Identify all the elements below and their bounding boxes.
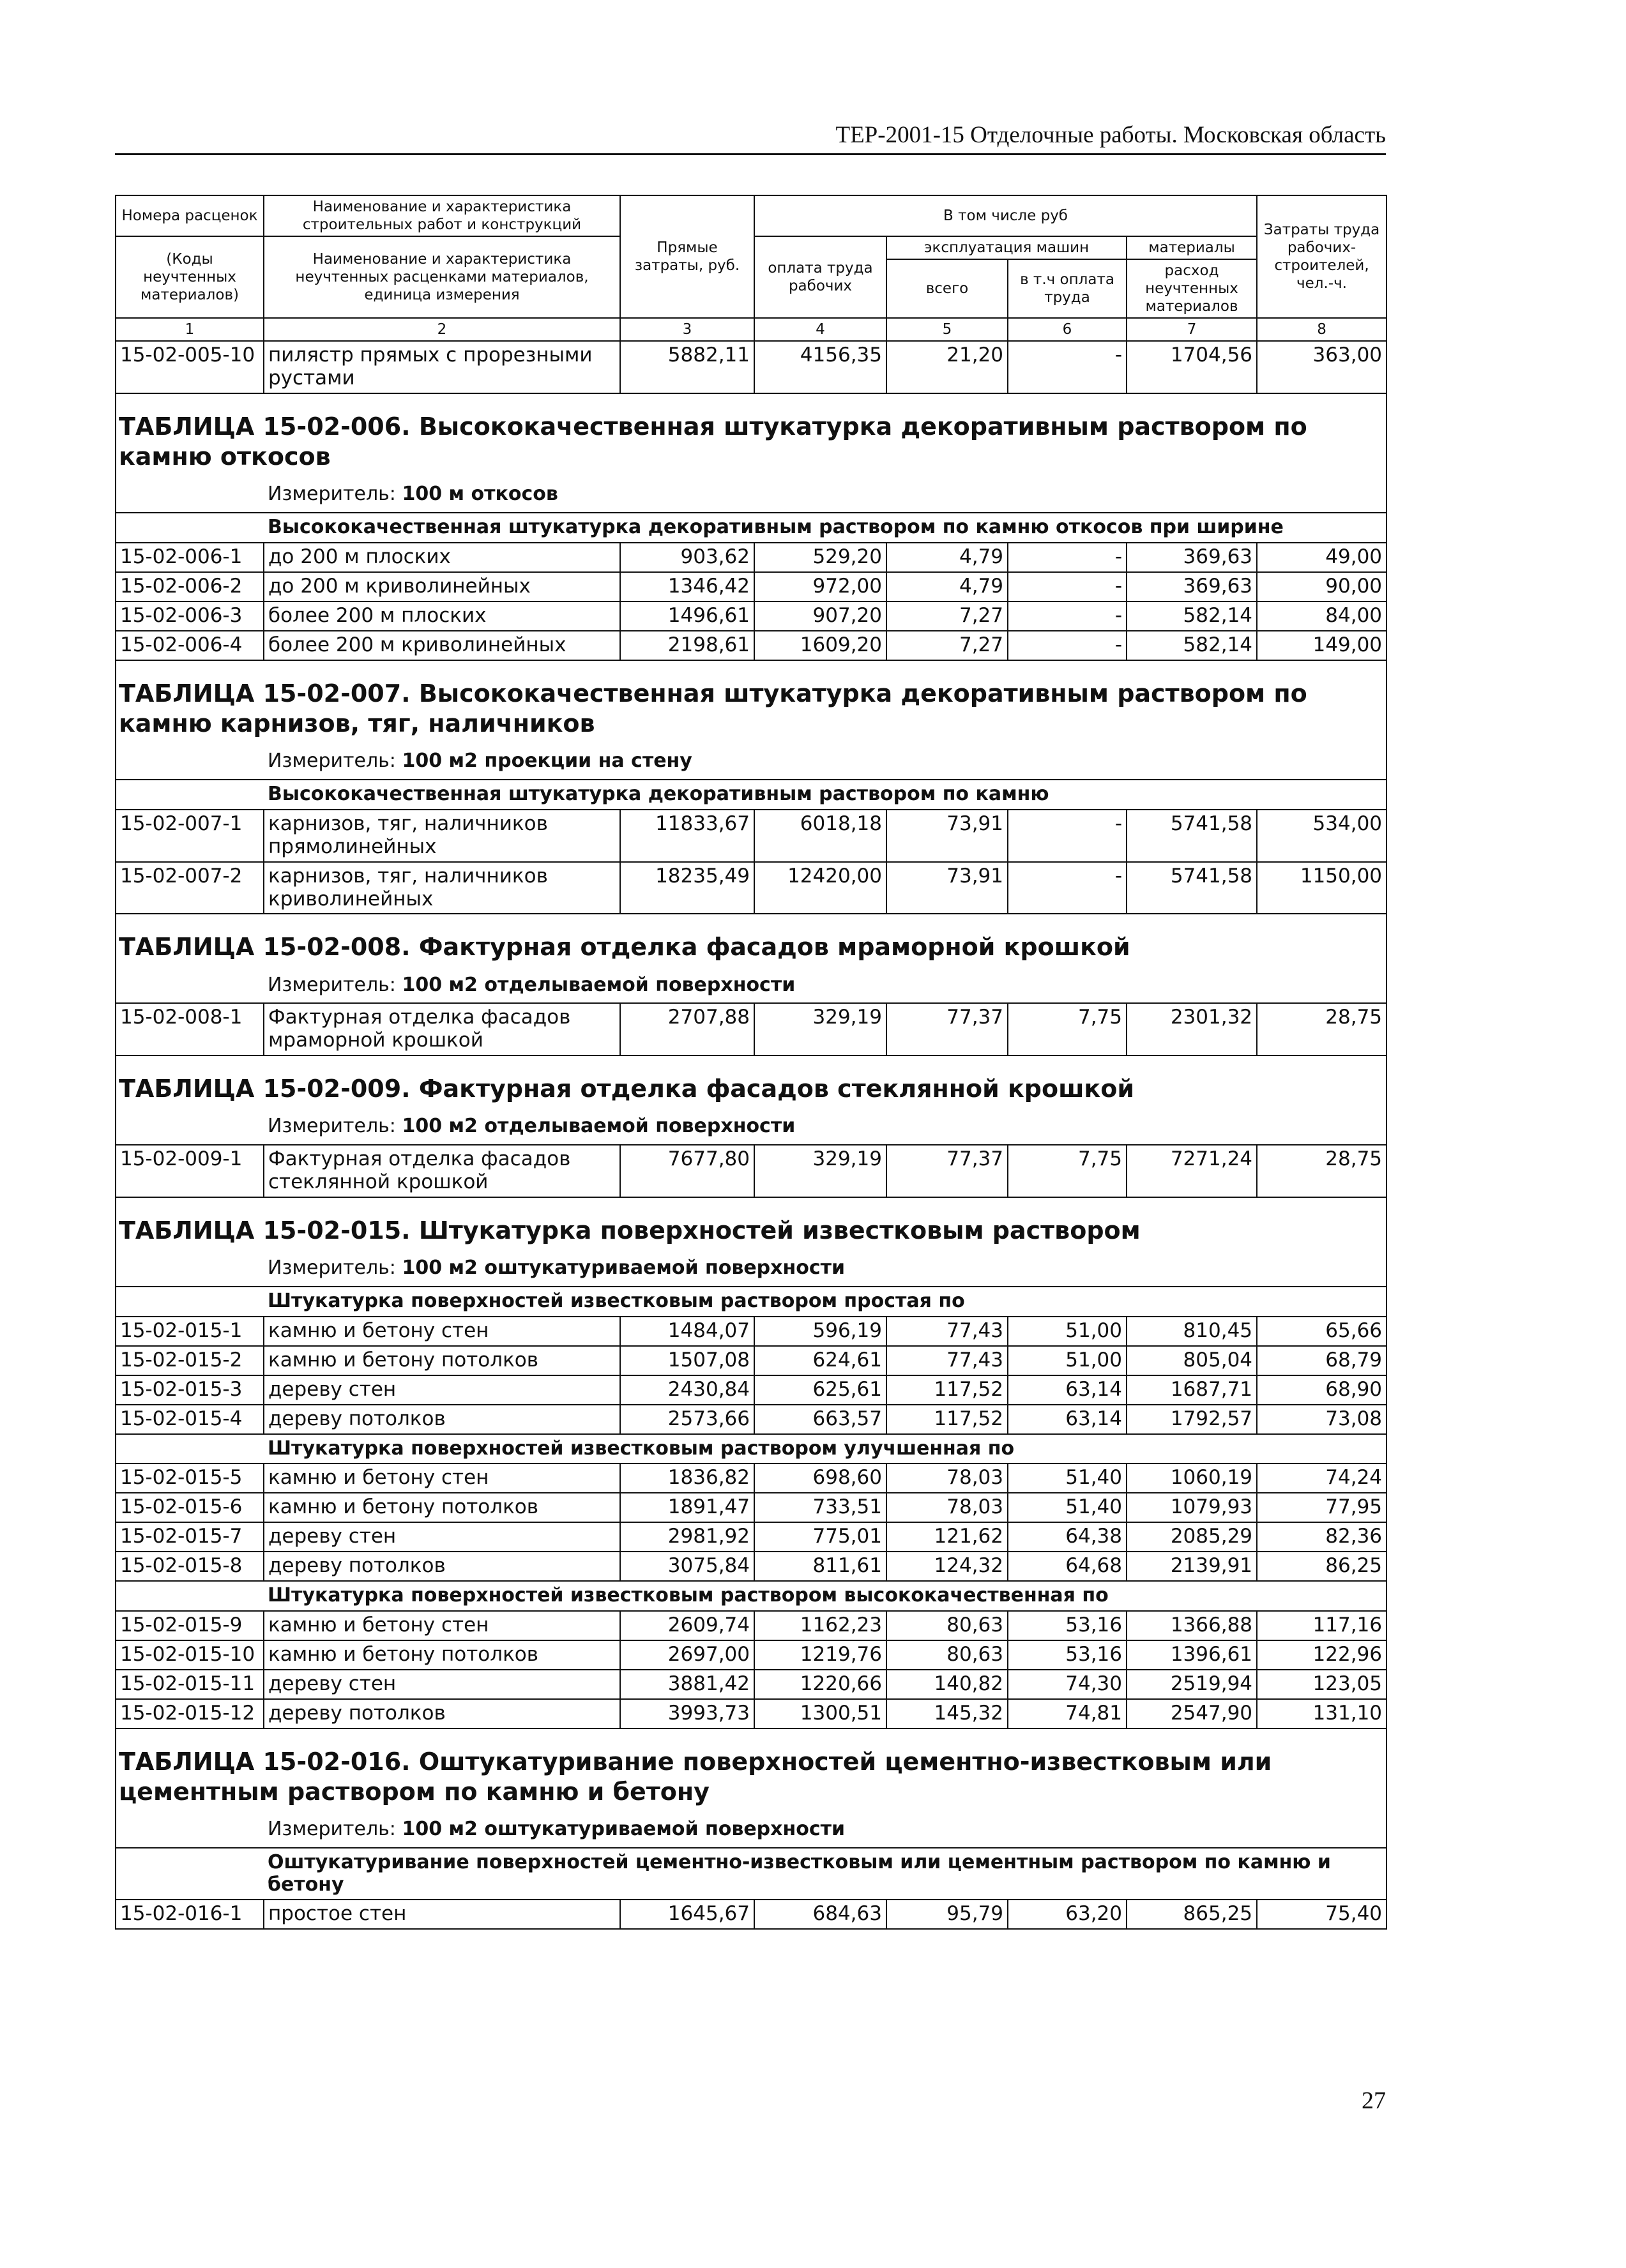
cell-code: 15-02-008-1 bbox=[116, 1003, 264, 1055]
cell-wage: 329,19 bbox=[754, 1145, 886, 1197]
measure-label: Измеритель: bbox=[268, 973, 402, 996]
cell-direct: 2573,66 bbox=[620, 1405, 754, 1434]
cell-mach: 121,62 bbox=[886, 1522, 1008, 1552]
header-unaccounted: расход неучтенных материалов bbox=[1127, 259, 1257, 318]
cell-name: дереву потолков bbox=[264, 1699, 620, 1728]
section-title: ТАБЛИЦА 15-02-008. Фактурная отделка фасадов мраморной крошкой bbox=[116, 914, 1387, 966]
cell-wage: 329,19 bbox=[754, 1003, 886, 1055]
cell-materials: 1704,56 bbox=[1127, 341, 1257, 393]
section-title: ТАБЛИЦА 15-02-016. Оштукатуривание поверхностей цементно-известковым или цементным раствором по камню и бетону bbox=[116, 1728, 1387, 1811]
cell-direct: 7677,80 bbox=[620, 1145, 754, 1197]
section-title: ТАБЛИЦА 15-02-007. Высококачественная штукатурка декоративным раствором по камню карнизов, тяг, наличников bbox=[116, 660, 1387, 743]
cell-name: камню и бетону потолков bbox=[264, 1493, 620, 1522]
cell-materials: 582,14 bbox=[1127, 601, 1257, 631]
cell-materials: 805,04 bbox=[1127, 1346, 1257, 1375]
subheader-row bbox=[116, 1848, 1387, 1900]
cell-code: 15-02-015-4 bbox=[116, 1405, 264, 1434]
cell-name: дереву стен bbox=[264, 1522, 620, 1552]
cell-labor: 122,96 bbox=[1257, 1640, 1387, 1670]
page-number: 27 bbox=[1362, 2087, 1386, 2114]
cell-mach-wage: 64,68 bbox=[1008, 1552, 1127, 1581]
measure-value: 100 м откосов bbox=[402, 483, 558, 506]
cell-name: дереву стен bbox=[264, 1375, 620, 1405]
subheader-row bbox=[116, 1581, 1387, 1611]
measure-value: 100 м2 проекции на стену bbox=[402, 750, 692, 773]
table-row bbox=[116, 1346, 1387, 1375]
measure-row bbox=[116, 1811, 1387, 1848]
header-labor-costs: Затраты труда рабочих-строителей, чел.-ч. bbox=[1257, 195, 1387, 318]
table-row bbox=[116, 1145, 1387, 1197]
cell-materials: 1366,88 bbox=[1127, 1611, 1257, 1640]
cell-wage: 529,20 bbox=[754, 543, 886, 572]
cell-wage: 1300,51 bbox=[754, 1699, 886, 1728]
table-row bbox=[116, 1670, 1387, 1699]
cell-code: 15-02-015-1 bbox=[116, 1317, 264, 1346]
running-header: ТЕР-2001-15 Отделочные работы. Московская область bbox=[835, 122, 1386, 148]
cell-wage: 1219,76 bbox=[754, 1640, 886, 1670]
cell-name: более 200 м криволинейных bbox=[264, 631, 620, 660]
cell-name: простое стен bbox=[264, 1900, 620, 1929]
table-row bbox=[116, 810, 1387, 862]
cell-code: 15-02-007-1 bbox=[116, 810, 264, 862]
cell-name: более 200 м плоских bbox=[264, 601, 620, 631]
cell-mach: 73,91 bbox=[886, 862, 1008, 914]
cell-mach-wage: - bbox=[1008, 543, 1127, 572]
cell-mach-wage: 51,40 bbox=[1008, 1463, 1127, 1493]
cell-materials: 1396,61 bbox=[1127, 1640, 1257, 1670]
table-row bbox=[116, 543, 1387, 572]
cell-wage: 625,61 bbox=[754, 1375, 886, 1405]
cell-direct: 1645,67 bbox=[620, 1900, 754, 1929]
table-header bbox=[116, 195, 1387, 341]
section-title-row bbox=[116, 660, 1387, 743]
cell-name: камню и бетону стен bbox=[264, 1463, 620, 1493]
cell-mach: 7,27 bbox=[886, 601, 1008, 631]
header-machines: эксплуатация машин bbox=[886, 236, 1127, 259]
cell-direct: 18235,49 bbox=[620, 862, 754, 914]
cell-name: камню и бетону потолков bbox=[264, 1346, 620, 1375]
measure-row bbox=[116, 743, 1387, 780]
cell-labor: 68,79 bbox=[1257, 1346, 1387, 1375]
subheader: Штукатурка поверхностей известковым раствором высококачественная по bbox=[264, 1581, 1387, 1611]
section-title-row bbox=[116, 1197, 1387, 1250]
table-row bbox=[116, 631, 1387, 660]
column-number: 3 bbox=[620, 318, 754, 341]
cell-direct: 3075,84 bbox=[620, 1552, 754, 1581]
cell-mach-wage: - bbox=[1008, 601, 1127, 631]
cell-direct: 5882,11 bbox=[620, 341, 754, 393]
table-row bbox=[116, 1699, 1387, 1728]
cell-name: камню и бетону потолков bbox=[264, 1640, 620, 1670]
cell-direct: 2430,84 bbox=[620, 1375, 754, 1405]
cell-direct: 2697,00 bbox=[620, 1640, 754, 1670]
cell-direct: 2198,61 bbox=[620, 631, 754, 660]
column-number: 2 bbox=[264, 318, 620, 341]
cell-code: 15-02-015-11 bbox=[116, 1670, 264, 1699]
cell-labor: 73,08 bbox=[1257, 1405, 1387, 1434]
measure-indent bbox=[116, 743, 264, 780]
measure-row bbox=[116, 967, 1387, 1004]
cell-mach: 140,82 bbox=[886, 1670, 1008, 1699]
table-row bbox=[116, 1611, 1387, 1640]
measure-indent bbox=[116, 967, 264, 1004]
subheader: Высококачественная штукатурка декоративным раствором по камню откосов при ширине bbox=[264, 513, 1387, 543]
cell-labor: 82,36 bbox=[1257, 1522, 1387, 1552]
cell-labor: 534,00 bbox=[1257, 810, 1387, 862]
table-row bbox=[116, 1522, 1387, 1552]
cell-code: 15-02-015-3 bbox=[116, 1375, 264, 1405]
cell-mach-wage: - bbox=[1008, 810, 1127, 862]
cell-code: 15-02-015-8 bbox=[116, 1552, 264, 1581]
cell-wage: 972,00 bbox=[754, 572, 886, 601]
subheader: Штукатурка поверхностей известковым раствором простая по bbox=[264, 1287, 1387, 1317]
cell-name: до 200 м криволинейных bbox=[264, 572, 620, 601]
cell-code: 15-02-006-2 bbox=[116, 572, 264, 601]
cell-mach: 77,37 bbox=[886, 1145, 1008, 1197]
cell-mach: 117,52 bbox=[886, 1375, 1008, 1405]
cell-direct: 2981,92 bbox=[620, 1522, 754, 1552]
cell-mach-wage: 51,00 bbox=[1008, 1317, 1127, 1346]
cell-labor: 86,25 bbox=[1257, 1552, 1387, 1581]
cell-name: камню и бетону стен bbox=[264, 1611, 620, 1640]
cell-materials: 2301,32 bbox=[1127, 1003, 1257, 1055]
cell-wage: 907,20 bbox=[754, 601, 886, 631]
table-row bbox=[116, 1405, 1387, 1434]
cell-mach: 78,03 bbox=[886, 1463, 1008, 1493]
cell-name: дереву потолков bbox=[264, 1552, 620, 1581]
table-row bbox=[116, 572, 1387, 601]
table-row bbox=[116, 862, 1387, 914]
cell-wage: 12420,00 bbox=[754, 862, 886, 914]
cell-mach-wage: 63,20 bbox=[1008, 1900, 1127, 1929]
cell-direct: 1496,61 bbox=[620, 601, 754, 631]
cell-materials: 5741,58 bbox=[1127, 810, 1257, 862]
cell-direct: 903,62 bbox=[620, 543, 754, 572]
cell-materials: 2519,94 bbox=[1127, 1670, 1257, 1699]
subheader: Оштукатуривание поверхностей цементно-известковым или цементным раствором по камню и бетону bbox=[264, 1848, 1387, 1900]
cell-name: карнизов, тяг, наличников криволинейных bbox=[264, 862, 620, 914]
cell-materials: 5741,58 bbox=[1127, 862, 1257, 914]
cell-mach-wage: 51,40 bbox=[1008, 1493, 1127, 1522]
table-row bbox=[116, 601, 1387, 631]
column-number: 7 bbox=[1127, 318, 1257, 341]
cell-labor: 131,10 bbox=[1257, 1699, 1387, 1728]
cell-mach-wage: - bbox=[1008, 862, 1127, 914]
cell-labor: 117,16 bbox=[1257, 1611, 1387, 1640]
cell-mach-wage: 74,30 bbox=[1008, 1670, 1127, 1699]
measure-label: Измеритель: bbox=[268, 1115, 402, 1138]
cell-mach-wage: 63,14 bbox=[1008, 1375, 1127, 1405]
measure-row bbox=[116, 1250, 1387, 1287]
cell-materials: 1792,57 bbox=[1127, 1405, 1257, 1434]
table-body bbox=[116, 341, 1387, 1929]
cell-wage: 698,60 bbox=[754, 1463, 886, 1493]
header-code-top: Номера расценок bbox=[116, 195, 264, 236]
cell-direct: 1891,47 bbox=[620, 1493, 754, 1522]
cell-code: 15-02-015-10 bbox=[116, 1640, 264, 1670]
cell-wage: 775,01 bbox=[754, 1522, 886, 1552]
cell-direct: 1507,08 bbox=[620, 1346, 754, 1375]
cell-labor: 84,00 bbox=[1257, 601, 1387, 631]
table-row bbox=[116, 1003, 1387, 1055]
section-title-row bbox=[116, 1055, 1387, 1108]
cell-mach: 124,32 bbox=[886, 1552, 1008, 1581]
cell-mach-wage: 7,75 bbox=[1008, 1145, 1127, 1197]
cell-direct: 1836,82 bbox=[620, 1463, 754, 1493]
header-rule bbox=[115, 153, 1386, 155]
cell-labor: 65,66 bbox=[1257, 1317, 1387, 1346]
cell-wage: 1609,20 bbox=[754, 631, 886, 660]
cell-code: 15-02-015-7 bbox=[116, 1522, 264, 1552]
cell-mach: 145,32 bbox=[886, 1699, 1008, 1728]
cell-labor: 68,90 bbox=[1257, 1375, 1387, 1405]
subheader-row bbox=[116, 513, 1387, 543]
table-row bbox=[116, 341, 1387, 393]
table-row bbox=[116, 1552, 1387, 1581]
cell-code: 15-02-007-2 bbox=[116, 862, 264, 914]
cell-mach-wage: 63,14 bbox=[1008, 1405, 1127, 1434]
cell-wage: 811,61 bbox=[754, 1552, 886, 1581]
subheader-indent bbox=[116, 1287, 264, 1317]
cell-mach-wage: 64,38 bbox=[1008, 1522, 1127, 1552]
cell-labor: 28,75 bbox=[1257, 1003, 1387, 1055]
cell-mach: 80,63 bbox=[886, 1640, 1008, 1670]
section-title: ТАБЛИЦА 15-02-015. Штукатурка поверхностей известковым раствором bbox=[116, 1197, 1387, 1250]
cell-direct: 2609,74 bbox=[620, 1611, 754, 1640]
cell-mach: 7,27 bbox=[886, 631, 1008, 660]
cell-direct: 2707,88 bbox=[620, 1003, 754, 1055]
cell-labor: 28,75 bbox=[1257, 1145, 1387, 1197]
cell-mach: 78,03 bbox=[886, 1493, 1008, 1522]
subheader-indent bbox=[116, 1581, 264, 1611]
cell-name: карнизов, тяг, наличников прямолинейных bbox=[264, 810, 620, 862]
header-including: В том числе руб bbox=[754, 195, 1257, 236]
section-title: ТАБЛИЦА 15-02-009. Фактурная отделка фасадов стеклянной крошкой bbox=[116, 1055, 1387, 1108]
cell-labor: 77,95 bbox=[1257, 1493, 1387, 1522]
cell-labor: 363,00 bbox=[1257, 341, 1387, 393]
cell-materials: 865,25 bbox=[1127, 1900, 1257, 1929]
cell-code: 15-02-015-2 bbox=[116, 1346, 264, 1375]
cell-labor: 90,00 bbox=[1257, 572, 1387, 601]
cell-mach-wage: - bbox=[1008, 572, 1127, 601]
section-title-row bbox=[116, 393, 1387, 476]
subheader-indent bbox=[116, 1434, 264, 1464]
cell-materials: 369,63 bbox=[1127, 572, 1257, 601]
cell-mach: 117,52 bbox=[886, 1405, 1008, 1434]
cell-materials: 1079,93 bbox=[1127, 1493, 1257, 1522]
section-title-row bbox=[116, 1728, 1387, 1811]
column-numbers-row bbox=[116, 318, 1387, 341]
subheader: Высококачественная штукатурка декоративным раствором по камню bbox=[264, 780, 1387, 810]
cell-materials: 1060,19 bbox=[1127, 1463, 1257, 1493]
header-code-bottom: (Коды неучтенных материалов) bbox=[116, 236, 264, 318]
table-row bbox=[116, 1640, 1387, 1670]
cell-code: 15-02-016-1 bbox=[116, 1900, 264, 1929]
subheader-row bbox=[116, 1287, 1387, 1317]
table-row bbox=[116, 1317, 1387, 1346]
cell-code: 15-02-015-9 bbox=[116, 1611, 264, 1640]
cell-wage: 663,57 bbox=[754, 1405, 886, 1434]
measure-label: Измеритель: bbox=[268, 1818, 402, 1841]
cell-materials: 7271,24 bbox=[1127, 1145, 1257, 1197]
measure-indent bbox=[116, 1108, 264, 1145]
column-number: 8 bbox=[1257, 318, 1387, 341]
cell-mach-wage: - bbox=[1008, 341, 1127, 393]
cell-mach-wage: 53,16 bbox=[1008, 1640, 1127, 1670]
measure-value: 100 м2 оштукатуриваемой поверхности bbox=[402, 1818, 846, 1841]
cell-code: 15-02-006-1 bbox=[116, 543, 264, 572]
subheader-row bbox=[116, 780, 1387, 810]
cell-labor: 149,00 bbox=[1257, 631, 1387, 660]
header-name-bottom: Наименование и характеристика неучтенных расценками материалов, единица измерения bbox=[264, 236, 620, 318]
cell-code: 15-02-015-5 bbox=[116, 1463, 264, 1493]
cell-mach-wage: - bbox=[1008, 631, 1127, 660]
cell-name: дереву потолков bbox=[264, 1405, 620, 1434]
cell-mach: 21,20 bbox=[886, 341, 1008, 393]
cell-name: Фактурная отделка фасадов стеклянной крошкой bbox=[264, 1145, 620, 1197]
cell-mach: 4,79 bbox=[886, 572, 1008, 601]
cell-mach: 77,43 bbox=[886, 1346, 1008, 1375]
cell-mach: 77,37 bbox=[886, 1003, 1008, 1055]
cell-wage: 1162,23 bbox=[754, 1611, 886, 1640]
cell-code: 15-02-006-4 bbox=[116, 631, 264, 660]
column-number: 5 bbox=[886, 318, 1008, 341]
cell-mach: 73,91 bbox=[886, 810, 1008, 862]
cell-materials: 2547,90 bbox=[1127, 1699, 1257, 1728]
subheader-indent bbox=[116, 513, 264, 543]
cell-direct: 1484,07 bbox=[620, 1317, 754, 1346]
measure-unit bbox=[264, 476, 1387, 513]
measure-value: 100 м2 оштукатуриваемой поверхности bbox=[402, 1257, 846, 1280]
cell-mach-wage: 53,16 bbox=[1008, 1611, 1127, 1640]
column-number: 4 bbox=[754, 318, 886, 341]
cell-name: камню и бетону стен bbox=[264, 1317, 620, 1346]
cell-wage: 1220,66 bbox=[754, 1670, 886, 1699]
measure-label: Измеритель: bbox=[268, 750, 402, 773]
measure-row bbox=[116, 476, 1387, 513]
measure-unit bbox=[264, 967, 1387, 1004]
cell-materials: 2085,29 bbox=[1127, 1522, 1257, 1552]
measure-unit bbox=[264, 743, 1387, 780]
measure-value: 100 м2 отделываемой поверхности bbox=[402, 1115, 796, 1138]
cell-labor: 123,05 bbox=[1257, 1670, 1387, 1699]
measure-unit bbox=[264, 1108, 1387, 1145]
cell-materials: 1687,71 bbox=[1127, 1375, 1257, 1405]
cell-direct: 3993,73 bbox=[620, 1699, 754, 1728]
cell-mach: 80,63 bbox=[886, 1611, 1008, 1640]
header-machines-wage: в т.ч оплата труда bbox=[1008, 259, 1127, 318]
cell-name: Фактурная отделка фасадов мраморной крошкой bbox=[264, 1003, 620, 1055]
cell-direct: 3881,42 bbox=[620, 1670, 754, 1699]
header-name-top: Наименование и характеристика строительных работ и конструкций bbox=[264, 195, 620, 236]
measure-indent bbox=[116, 476, 264, 513]
column-number: 1 bbox=[116, 318, 264, 341]
column-number: 6 bbox=[1008, 318, 1127, 341]
measure-label: Измеритель: bbox=[268, 1257, 402, 1280]
cell-labor: 1150,00 bbox=[1257, 862, 1387, 914]
cell-materials: 582,14 bbox=[1127, 631, 1257, 660]
cell-labor: 74,24 bbox=[1257, 1463, 1387, 1493]
measure-indent bbox=[116, 1250, 264, 1287]
header-materials: материалы bbox=[1127, 236, 1257, 259]
cell-mach-wage: 7,75 bbox=[1008, 1003, 1127, 1055]
cell-wage: 4156,35 bbox=[754, 341, 886, 393]
cell-materials: 2139,91 bbox=[1127, 1552, 1257, 1581]
cell-mach: 4,79 bbox=[886, 543, 1008, 572]
measure-unit bbox=[264, 1811, 1387, 1848]
subheader: Штукатурка поверхностей известковым раствором улучшенная по bbox=[264, 1434, 1387, 1464]
cell-wage: 624,61 bbox=[754, 1346, 886, 1375]
cell-materials: 810,45 bbox=[1127, 1317, 1257, 1346]
cell-mach-wage: 51,00 bbox=[1008, 1346, 1127, 1375]
cell-direct: 11833,67 bbox=[620, 810, 754, 862]
cell-wage: 596,19 bbox=[754, 1317, 886, 1346]
table-row bbox=[116, 1900, 1387, 1929]
subheader-indent bbox=[116, 780, 264, 810]
cell-code: 15-02-005-10 bbox=[116, 341, 264, 393]
section-title: ТАБЛИЦА 15-02-006. Высококачественная штукатурка декоративным раствором по камню откосов bbox=[116, 393, 1387, 476]
header-direct-costs: Прямые затраты, руб. bbox=[620, 195, 754, 318]
rates-table bbox=[115, 195, 1387, 1930]
cell-labor: 75,40 bbox=[1257, 1900, 1387, 1929]
table-row bbox=[116, 1493, 1387, 1522]
cell-code: 15-02-015-12 bbox=[116, 1699, 264, 1728]
cell-direct: 1346,42 bbox=[620, 572, 754, 601]
section-title-row bbox=[116, 914, 1387, 966]
measure-indent bbox=[116, 1811, 264, 1848]
cell-name: пилястр прямых с прорезными рустами bbox=[264, 341, 620, 393]
cell-name: дереву стен bbox=[264, 1670, 620, 1699]
measure-value: 100 м2 отделываемой поверхности bbox=[402, 973, 796, 996]
table-row bbox=[116, 1375, 1387, 1405]
cell-code: 15-02-015-6 bbox=[116, 1493, 264, 1522]
cell-mach: 95,79 bbox=[886, 1900, 1008, 1929]
measure-unit bbox=[264, 1250, 1387, 1287]
measure-label: Измеритель: bbox=[268, 483, 402, 506]
cell-mach-wage: 74,81 bbox=[1008, 1699, 1127, 1728]
header-machines-total: всего bbox=[886, 259, 1008, 318]
subheader-indent bbox=[116, 1848, 264, 1900]
table-row bbox=[116, 1463, 1387, 1493]
cell-name: до 200 м плоских bbox=[264, 543, 620, 572]
cell-mach: 77,43 bbox=[886, 1317, 1008, 1346]
cell-wage: 6018,18 bbox=[754, 810, 886, 862]
cell-labor: 49,00 bbox=[1257, 543, 1387, 572]
cell-materials: 369,63 bbox=[1127, 543, 1257, 572]
measure-row bbox=[116, 1108, 1387, 1145]
subheader-row bbox=[116, 1434, 1387, 1464]
header-wage: оплата труда рабочих bbox=[754, 236, 886, 318]
cell-code: 15-02-006-3 bbox=[116, 601, 264, 631]
cell-code: 15-02-009-1 bbox=[116, 1145, 264, 1197]
cell-wage: 733,51 bbox=[754, 1493, 886, 1522]
cell-wage: 684,63 bbox=[754, 1900, 886, 1929]
